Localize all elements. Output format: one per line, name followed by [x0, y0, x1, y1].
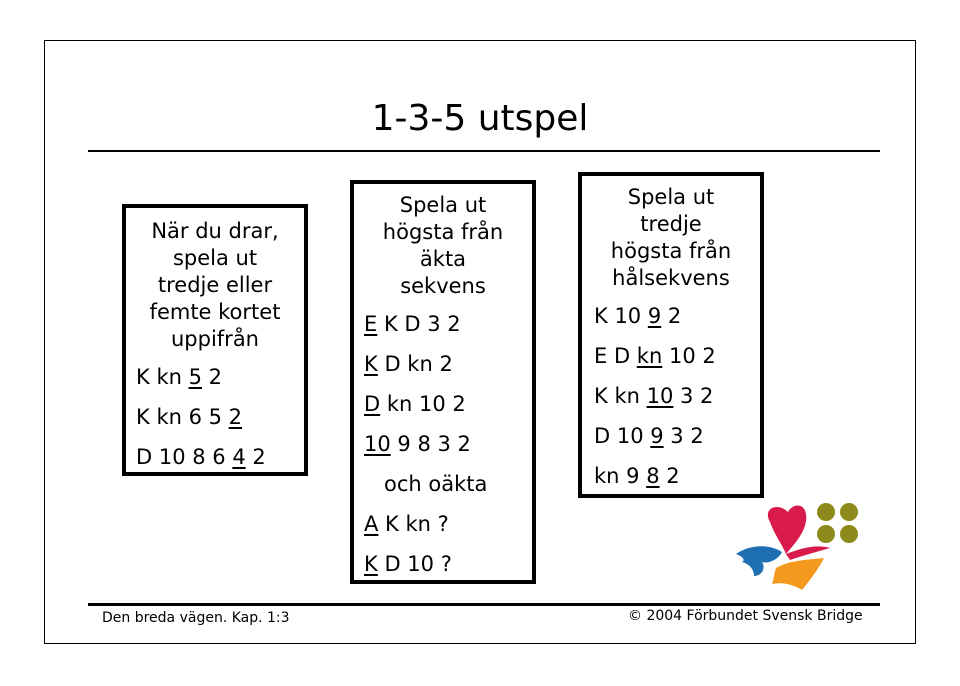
footer-chapter: Den breda vägen. Kap. 1:3	[102, 610, 290, 626]
card-holding: K D kn 2	[364, 352, 453, 376]
logo-red-heart	[768, 506, 806, 555]
card-holding: K kn 5 2	[136, 365, 223, 389]
footer-rule	[88, 603, 880, 606]
logo-dot	[817, 525, 835, 543]
logo-orange-flag	[772, 558, 824, 590]
box2-heading-line: äkta	[419, 247, 467, 271]
card-holding: D kn 10 2	[364, 392, 466, 416]
slide-title: 1-3-5 utspel	[371, 98, 589, 139]
card-holding: E D kn 10 2	[594, 344, 716, 368]
box2-heading-line: Spela ut	[399, 193, 487, 217]
box2-heading-line: högsta från	[382, 220, 504, 244]
box1-heading-line: tredje eller	[157, 273, 273, 297]
svensk-bridge-logo-icon	[732, 498, 862, 602]
card-holding: 10 9 8 3 2	[364, 432, 471, 456]
card-holding: K kn 6 5 2	[136, 405, 243, 429]
box1-heading-line: spela ut	[172, 246, 258, 270]
box1-heading-line: uppifrån	[170, 327, 259, 351]
footer-copyright: © 2004 Förbundet Svensk Bridge	[628, 608, 863, 624]
card-holding: D 10 8 6 4 2	[136, 445, 266, 469]
lead-rule-box-interior-sequence	[578, 172, 764, 498]
logo-dot	[840, 525, 858, 543]
card-holding: kn 9 8 2	[594, 464, 680, 488]
card-holding: D 10 9 3 2	[594, 424, 704, 448]
box2-heading-line: sekvens	[400, 274, 486, 298]
box3-heading-line: tredje	[640, 212, 702, 236]
box3-heading-line: hålsekvens	[612, 266, 730, 290]
logo-dot	[817, 503, 835, 521]
logo-red-swoosh	[786, 546, 830, 560]
box2-subheading: och oäkta	[384, 472, 488, 496]
card-holding: K 10 9 2	[594, 304, 682, 328]
lead-rule-box-sequence	[350, 180, 536, 584]
box3-heading-line: Spela ut	[627, 185, 715, 209]
box1-heading-line: När du drar,	[151, 219, 279, 243]
box3-heading-line: högsta från	[610, 239, 732, 263]
lead-rule-box-long-suit	[122, 204, 308, 476]
card-holding: A K kn ?	[364, 512, 449, 536]
card-holding: E K D 3 2	[364, 312, 461, 336]
box3-heading	[582, 184, 760, 292]
box2-heading	[354, 192, 532, 300]
card-holding: K D 10 ?	[364, 552, 452, 576]
box1-heading	[126, 218, 304, 353]
logo-dot	[840, 503, 858, 521]
box1-heading-line: femte kortet	[149, 300, 281, 324]
card-holding: K kn 10 3 2	[594, 384, 714, 408]
title-rule	[88, 150, 880, 152]
